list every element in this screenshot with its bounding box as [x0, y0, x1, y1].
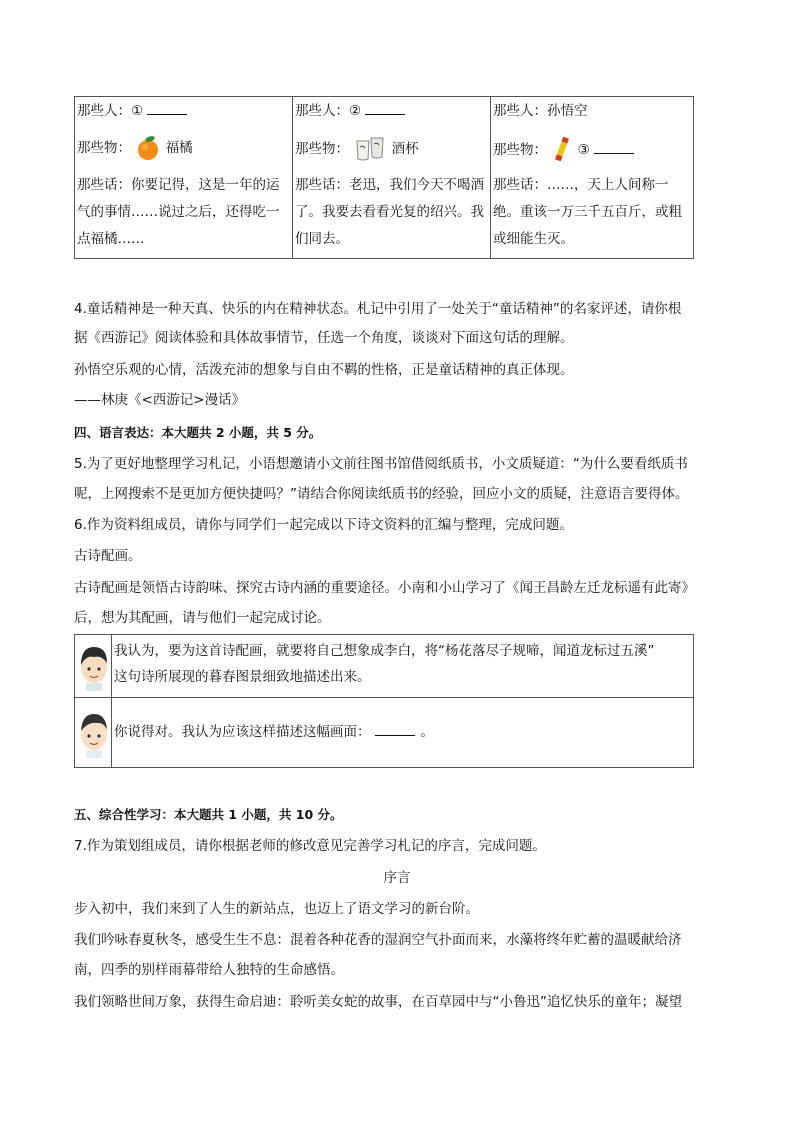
table-column-3 [490, 97, 695, 258]
golden-cudgel-icon [551, 135, 573, 165]
dialogue-divider-2 [111, 698, 112, 767]
wine-cup-icon [353, 135, 387, 163]
preface-p3-line-1: 我们领略世间万象，获得生命启迪：聆听美女蛇的故事，在百草园中与“小鲁迅”追忆快乐的童年；凝望 [74, 994, 682, 1010]
dialogue-row-2 [75, 698, 693, 767]
preface-p2-line-2: 南，四季的别样雨幕带给人独特的生命感悟。 [74, 962, 344, 978]
person-label-1: 那些人：① [77, 103, 144, 119]
q7-line-1: 7.作为策划组成员，请你根据老师的修改意见完善学习札记的序言，完成问题。 [74, 838, 546, 854]
thing-label-2: 那些物： [295, 141, 349, 157]
dialogue-answer-blank[interactable] [375, 723, 415, 736]
preface-p1: 步入初中，我们来到了人生的新站点，也迈上了语文学习的新台阶。 [74, 901, 479, 917]
q6-line-2: 古诗配画是领悟古诗韵味、探究古诗内涵的重要途径。小南和小山学习了《闻王昌龄左迁龙标遥有此寄》 [74, 580, 695, 596]
answer-blank-2[interactable] [365, 102, 405, 115]
q4-line-2: 据《西游记》阅读体验和具体故事情节，任选一个角度，谈谈对下面这句话的理解。 [74, 330, 574, 346]
words-text-3: 那些话：……，天上人间称一绝。重该一万三千五百斤，或粗或细能生灭。 [493, 177, 682, 247]
q4-source: ——林庚《<西游记>漫话》 [74, 392, 246, 408]
orange-icon [135, 135, 161, 161]
dialogue-row-1-line-2: 这句诗所展现的暮春图景细致地描述出来。 [114, 669, 371, 685]
answer-blank-3[interactable] [594, 141, 634, 154]
q6-line-1: 6.作为资料组成员，请你与同学们一起完成以下诗文资料的汇编与整理，完成问题。 [74, 517, 573, 533]
thing-mark-3: ③ [577, 142, 590, 158]
dialogue-divider [111, 635, 112, 697]
person-label-3: 那些人：孙悟空 [493, 103, 588, 119]
thing-name-1: 福橘 [165, 140, 193, 156]
dialogue-row-1 [75, 635, 693, 698]
table-column-1 [75, 97, 292, 258]
boy-avatar-2-icon [78, 704, 110, 760]
q4-quote: 孙悟空乐观的心情，活泼充沛的想象与自由不羁的性格，正是童话精神的真正体现。 [74, 362, 574, 378]
section-4-heading: 四、语言表达：本大题共 2 小题，共 5 分。 [74, 425, 322, 440]
boy-avatar-icon [78, 639, 110, 693]
dialogue-row-1-line-1: 我认为，要为这首诗配画，就要将自己想象成李白，将“杨花落尽子规啼，闻道龙标过五溪” [114, 643, 655, 659]
thing-label-1: 那些物： [77, 140, 131, 156]
section-5-heading: 五、综合性学习：本大题共 1 小题，共 10 分。 [74, 807, 343, 822]
thing-name-2: 酒杯 [391, 141, 419, 157]
q6-subtitle: 古诗配画。 [74, 548, 142, 564]
table-column-2 [292, 97, 490, 258]
people-things-words-table [74, 96, 694, 259]
preface-p2-line-1: 我们吟咏春夏秋冬，感受生生不息：混着各种花香的湿润空气扑面而来，水藻将终年贮蓄的温暖献给济 [74, 932, 682, 948]
q4-line-1: 4.童话精神是一种天真、快乐的内在精神状态。札记中引用了一处关于“童话精神”的名家评述，请你根 [74, 301, 682, 317]
dialogue-table [74, 634, 694, 768]
q5-line-2: 呢，上网搜索不是更加方便快捷吗？”请结合你阅读纸质书的经验，回应小文的质疑，注意语言要得体。 [74, 486, 689, 502]
words-text-2: 那些话：老迅，我们今天不喝酒了。我要去看看光复的绍兴。我们同去。 [295, 177, 484, 247]
answer-blank-1[interactable] [147, 102, 187, 115]
q6-line-3: 后，想为其配画，请与他们一起完成讨论。 [74, 610, 331, 626]
dialogue-row-2-text: 你说得对。我认为应该这样描述这幅画面： [114, 724, 371, 740]
thing-label-3: 那些物： [493, 142, 547, 158]
words-text-1: 那些话：你要记得，这是一年的运气的事情……说过之后，还得吃一点福橘…… [77, 177, 280, 247]
q5-line-1: 5.为了更好地整理学习札记，小语想邀请小文前往图书馆借阅纸质书，小文质疑道：“为什么要看纸质书 [74, 456, 688, 472]
dialogue-row-2-end: 。 [420, 724, 434, 740]
preface-heading: 序言 [383, 870, 411, 886]
person-label-2: 那些人：② [295, 103, 362, 119]
